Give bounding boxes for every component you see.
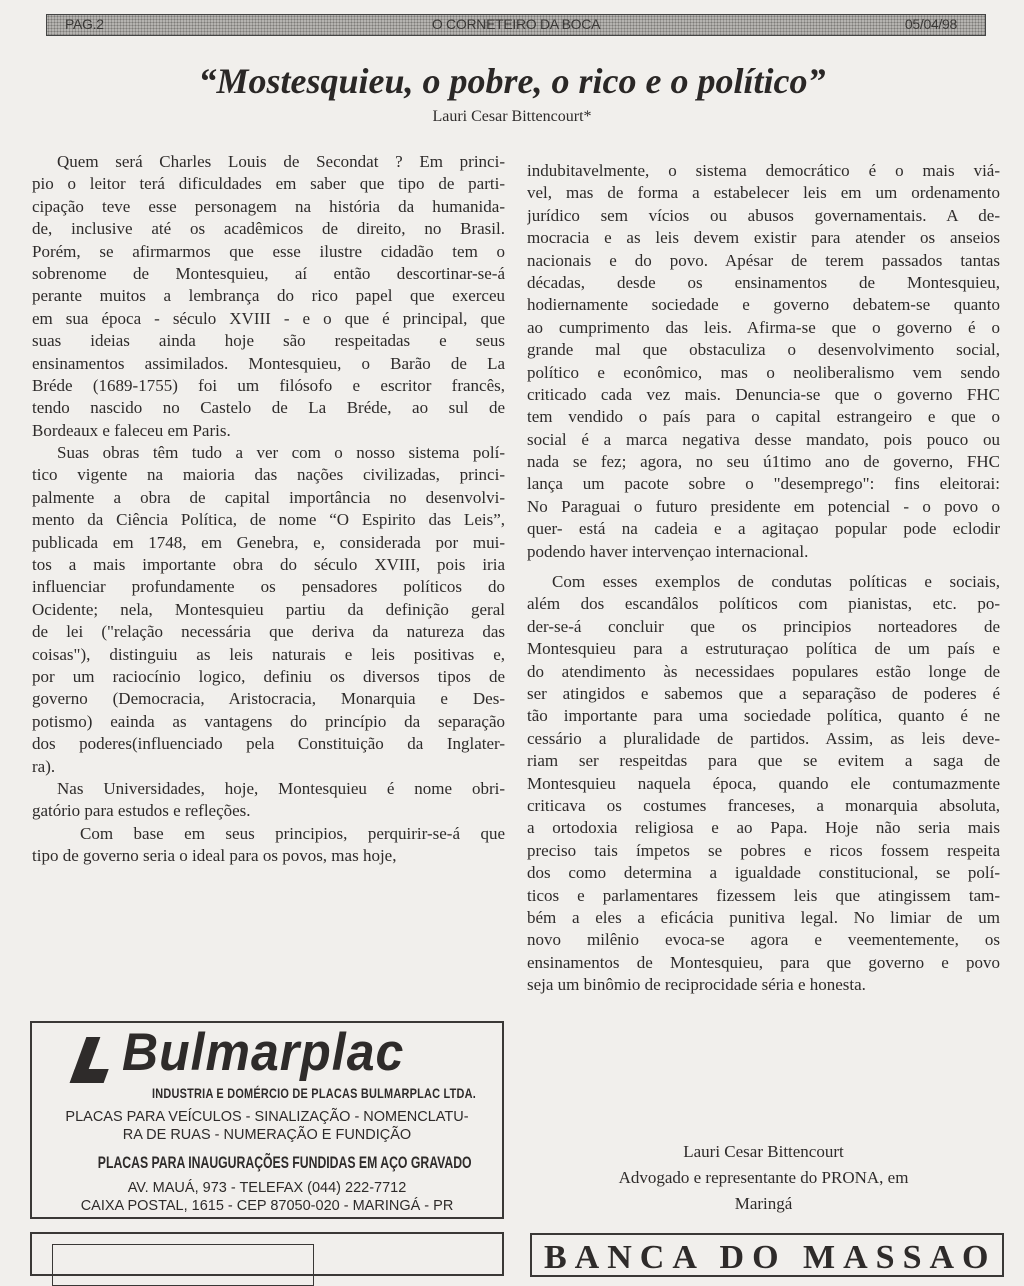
ad-services-line-2: RA DE RUAS - NUMERAÇÃO E FUNDIÇÃO — [122, 1127, 412, 1143]
text-line: indubitavelmente, o sistema democrático é o mais viá- — [527, 161, 1000, 180]
text-line: publicada em 1748, em Genebra, e, considerada por mui- — [32, 532, 505, 552]
signature-city: Maringá — [734, 1194, 793, 1213]
article-paragraph — [527, 571, 1000, 996]
text-line: por um raciocínio logico, definiu os diversos tipos de — [32, 666, 505, 686]
author-signature — [527, 1139, 1000, 1217]
text-line: Com esses exemplos de condutas políticas e sociais, — [552, 572, 1000, 592]
text-line: social é a marca negativa desse mandato, pois pouco ou — [527, 429, 1000, 449]
text-line: ao cumprimento das leis. Afirma-se que o governo é o — [527, 317, 1000, 337]
text-line: Suas obras têm tudo a ver com o nosso sistema polí- — [57, 443, 505, 463]
text-line: perante muitos a lembrança do rico papel que exerceu — [32, 286, 505, 306]
text-line: nada se fez; agora, no seu ú1timo ano de governo, FHC — [527, 452, 1000, 472]
text-line: criticado cada vez mais. Denuncia-se que o governo FHC — [527, 384, 1000, 404]
text-line: a ortodoxia religiosa e ao Papa. Hoje não seria mais — [527, 818, 1000, 838]
text-line: der-se-á concluir que os principios norteadores de — [527, 616, 1000, 636]
text-line: Bordeaux e faleceu em Paris. — [32, 420, 231, 440]
text-line: de, inclusive até os acadêmicos de direito, no Brasil. — [32, 219, 505, 239]
article-title: “Mostesquieu, o pobre, o rico e o político” — [198, 61, 826, 101]
newspaper-name: O CORNETEIRO DA BOCA — [431, 16, 601, 32]
text-line: Bréde (1689-1755) foi um filósofo e escritor francês, — [32, 375, 505, 395]
text-line: grande mal que obstaculiza o desenvolvimento social, — [527, 340, 1000, 360]
text-line: preciso tais ímpetos se pobres e ricos fossem respeita — [527, 840, 1000, 860]
text-line: tipo de governo seria o ideal para os povos, mas hoje, — [32, 846, 397, 866]
text-line: ra). — [32, 756, 56, 776]
bulmarplac-advertisement — [30, 1021, 504, 1219]
article-paragraph — [32, 823, 505, 868]
text-line: ensinamentos de Montesquieu, para que governo e povo — [527, 952, 1000, 972]
text-line: ticos e parlamentares fizessem leis que atingissem tam- — [527, 885, 1000, 905]
text-line: coisas"), distinguiu as leis naturais e leis positivas e, — [32, 644, 505, 664]
text-line: ser atingidos e sabemos que a separaçãso de poderes é — [527, 683, 1000, 703]
text-line: dos como determina a igualdade constitucional, se polí- — [527, 863, 1000, 883]
text-line: bém a eles a eficácia punitiva legal. No limiar de um — [527, 907, 1000, 927]
text-line: político e econômico, mas o neoliberalismo vem sendo — [527, 362, 1000, 382]
text-line: nacionais e do povo. Apésar de terem passados tantas — [527, 250, 1000, 270]
bottom-left-inner-box — [52, 1244, 314, 1286]
text-line: de lei ("relação necessária que deriva da natureza das — [32, 622, 505, 642]
text-line: tão importante para uma sociedade política, quanto é ne — [527, 706, 1000, 726]
text-line: palmente a obra de capital importância no desenvolvi- — [32, 487, 505, 507]
text-line: sobrenome de Montesquieu, aí então descortinar-se-á — [32, 263, 505, 283]
page-header-bar — [46, 14, 986, 36]
text-line: cessário a pluralidade de partidos. Assim, as leis deve- — [527, 728, 1000, 748]
text-line: ensinamentos assimilados. Montesquieu, o Barão de La — [32, 353, 505, 373]
bulmarplac-logo — [32, 1022, 502, 1083]
text-line: Montesquieu para a estruturaçao política de um país e — [527, 639, 1000, 659]
ad-address-line-2: CAIXA POSTAL, 1615 - CEP 87050-020 - MARINGÁ - PR — [80, 1198, 454, 1214]
logo-wordmark: Bulmarplac — [122, 1022, 405, 1082]
text-line: Montesquieu naquela época, quando ele contumazmente — [527, 773, 1000, 793]
signature-name: Lauri Cesar Bittencourt — [683, 1142, 844, 1161]
text-line: Com base em seus principios, perquirir-se-á que — [80, 823, 505, 843]
text-line: além dos escandâlos políticos com pianistas, etc. po- — [527, 594, 1000, 614]
text-line: Porém, se afirmarmos que esse ilustre cidadão tem o — [32, 241, 505, 261]
text-line: dos poderes(influenciado pela Constituição da Inglater- — [32, 734, 505, 754]
text-line: podendo haver intervençao internacional. — [527, 541, 809, 561]
text-line: Nas Universidades, hoje, Montesquieu é nome obri- — [57, 778, 505, 798]
text-line: riam ser respeitdas para que se evitem a saga de — [527, 751, 1000, 771]
signature-role: Advogado e representante do PRONA, em — [618, 1168, 909, 1187]
article-right-column — [527, 160, 1000, 996]
ad-company-name: INDUSTRIA E DOMÉRCIO DE PLACAS BULMARPLAC LTDA. — [152, 1085, 477, 1101]
issue-date: 05/04/98 — [904, 16, 957, 32]
text-line: lança um pacote sobre o "desemprego": fins eleitorai: — [527, 474, 1000, 494]
bottom-right-ad-box — [530, 1233, 1004, 1277]
text-line: mento da Ciência Política, de nome “O Espirito das Leis”, — [32, 510, 505, 530]
text-line: tos a mais importante obra do século XVIII, pois iria — [32, 555, 505, 575]
text-line: No Paraguai o futuro presidente em potencial - o povo o — [527, 496, 1000, 516]
text-line: vel, mas de forma a estabelecer leis em um ordenamento — [527, 183, 1000, 203]
ad-address-line-1: AV. MAUÁ, 973 - TELEFAX (044) 222-7712 — [127, 1180, 407, 1196]
page-number: PAG.2 — [65, 16, 104, 32]
article-byline: Lauri Cesar Bittencourt* — [432, 108, 592, 125]
text-line: hodiernamente sociedade e governo debatem-se quanto — [527, 295, 1000, 315]
text-line: potismo) eainda as vantagens do princípio da separação — [32, 711, 505, 731]
text-line: influenciar profundamente os pensadores políticos do — [32, 577, 505, 597]
logo-l-mark-icon — [70, 1037, 121, 1083]
bottom-left-ad-box — [30, 1232, 504, 1276]
text-line: jurídico sem vícios ou abusos governamentais. A de- — [527, 205, 1000, 225]
text-line: décadas, desde os ensinamentos de Montesquieu, — [527, 272, 1000, 292]
article-left-column — [32, 151, 505, 868]
text-line: mocracia e as leis devem existir para atender os anseios — [527, 228, 1000, 248]
article-paragraph — [32, 778, 505, 823]
text-line: suas ideias ainda hoje são respeitadas e seus — [32, 331, 505, 351]
article-paragraph — [32, 151, 505, 442]
text-line: tico vigente na maioria das nações civilizadas, princi- — [32, 465, 505, 485]
text-line: em sua época - século XVIII - e o que é principal, que — [32, 308, 505, 328]
text-line: gatório para estudos e refleções. — [32, 801, 251, 821]
ad-highlight: PLACAS PARA INAUGURAÇÕES FUNDIDAS EM AÇO GRAVADO — [97, 1153, 472, 1172]
text-line: seja um binômio de reciprocidade séria e honesta. — [527, 975, 866, 995]
article-paragraph — [32, 442, 505, 778]
text-line: pio o leitor terá dificuldades em saber que tipo de parti- — [32, 174, 505, 194]
bottom-right-ad-heading: BANCA DO MASSAO — [544, 1239, 997, 1276]
text-line: Quem será Charles Louis de Secondat ? Em princi- — [57, 152, 505, 171]
text-line: Ocidente; nela, Montesquieu partiu da definição geral — [32, 599, 505, 619]
text-line: quer- está na cadeia e a agitaçao popular pode eclodir — [527, 519, 1000, 539]
ad-services-line-1: PLACAS PARA VEÍCULOS - SINALIZAÇÃO - NOMENCLATU- — [65, 1109, 469, 1125]
text-line: novo milênio evoca-se agora e veementemente, os — [527, 930, 1000, 950]
text-line: governo (Democracia, Aristocracia, Monarquia e Des- — [32, 689, 505, 709]
text-line: criticava os costumes franceses, a monarquia absoluta, — [527, 795, 1000, 815]
article-paragraph — [527, 160, 1000, 563]
text-line: do atendimento às necessidaes populares estão longe de — [527, 661, 1000, 681]
text-line: cipação teve esse personagem na história da humanida- — [32, 196, 505, 216]
text-line: tem vendido o país para o capital estrangeiro e que o — [527, 407, 1000, 427]
text-line: tendo nascido no Castelo de La Bréde, ao sul de — [32, 398, 505, 418]
